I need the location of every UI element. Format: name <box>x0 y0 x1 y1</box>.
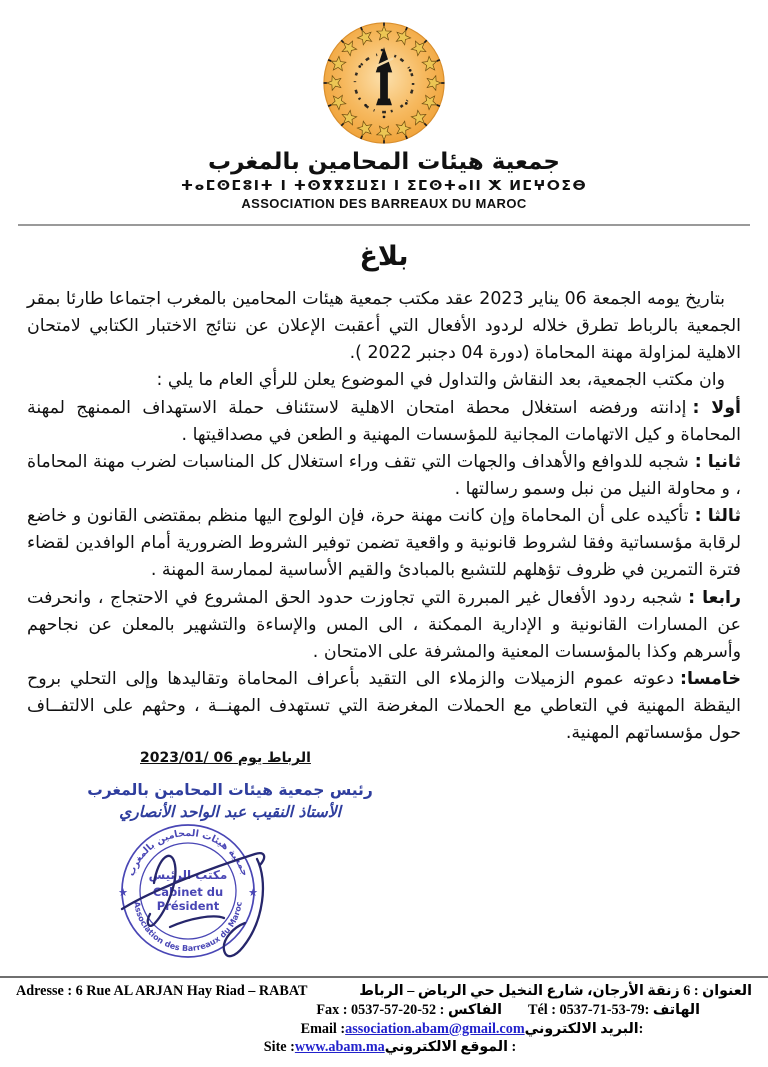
stamp-arc-top-text: جمعية هيئات المحامين بالمغرب <box>125 828 251 879</box>
stamp-arc-bottom-text: Association des Barreaux du Maroc <box>132 901 244 954</box>
signatory-name: الأستاذ النقيب عبد الواحد الأنصاري <box>119 803 341 822</box>
letterhead <box>0 0 768 211</box>
date-place: الرباط يوم <box>237 750 311 767</box>
email-label-arabic: :البريد الالكتروني <box>524 1020 644 1037</box>
site-link[interactable]: www.abam.ma <box>294 1039 385 1056</box>
header-divider <box>18 224 750 226</box>
email-label: Email : <box>300 1020 346 1037</box>
footer-address-row <box>16 982 752 1001</box>
address-arabic: العنوان : 6 زنقة الأرجان، شارع النخيل حي الرياض – الرباط <box>359 983 752 1000</box>
paragraph-fifth <box>27 666 741 747</box>
paragraph-text: شجبه للدوافع والأهداف والجهات التي تقف وراء استغلال كل المناسبات لضرب مهنة المحاماة ، و محاولة النيل من نبل وسمو رسالتها . <box>27 451 741 499</box>
paragraph-text: بتاريخ يومه الجمعة 06 يناير 2023 عقد مكتب جمعية هيئات المحامين بالمغرب اجتماعا طارئا بمقر الجمعية بالرباط تطرق خلاله لردود الأفعال التي أعقبت الإعلان عن نتائج الاختبار الكتابي لامتحان الاهلية لمزاولة مهنة المحاماة (دورة 04 دجنبر 2022 ). <box>27 289 741 364</box>
clause-lead: ثانيا : <box>694 451 741 472</box>
address-french: Adresse : 6 Rue AL ARJAN Hay Riad – RABAT <box>16 983 308 1000</box>
org-name-french: ASSOCIATION DES BARREAUX DU MAROC <box>241 196 527 211</box>
tel-entry: Tél : 0537-71-53-79: الهاتف <box>527 1001 700 1018</box>
communique-body <box>0 280 768 747</box>
clause-lead: ثالثا : <box>694 506 741 527</box>
org-name-tifinagh: ⵜⴰⵎⵙⵎⵓⵏⵜ ⵏ ⵜⵙⴳⴳⵉⵡⵉⵏ ⵏ ⵉⵎⵙⵜⴰⵏⵏ ⵅ ⵍⵎⵖⵔⵉⴱ <box>180 178 588 194</box>
date-line <box>140 750 311 766</box>
footer-phone-row <box>316 1001 700 1020</box>
paragraph-text: إدانته ورفضه استغلال محطة امتحان الاهلية لاستئناف حملة الاستهداف الممنهج لمهنة المحاماة و كيل الاتهامات المجانية للمؤسسات المهنية و الطعن في مصداقيتها . <box>27 397 741 445</box>
paragraph-fourth <box>27 585 741 666</box>
paragraph-text: وان مكتب الجمعية، بعد النقاش والتداول في الموضوع يعلن للرأي العام ما يلي : <box>156 370 725 391</box>
signatory-title: رئيس جمعية هيئات المحامين بالمغرب <box>87 781 373 800</box>
paragraph-first <box>27 395 741 449</box>
footer-email-row <box>301 1020 644 1039</box>
president-stamp <box>92 817 332 973</box>
paragraph-text: تأكيده على أن المحاماة وإن كانت مهنة حرة، فإن الولوج اليها منظم بمقتضى القانون و خاضع لرقابة مؤسساتية وفقا لشروط قانونية و واقعية تضمن توفير الشروط الضرورية أمام الوافدين لقضاء فترة التمرين في ظروف تؤهلهم للتشبع بالمبادئ والقيم الأساسية لممارسة المهنة . <box>27 506 741 581</box>
site-label: Site : <box>263 1039 295 1056</box>
signature-area <box>0 747 768 959</box>
paragraph-second <box>27 449 741 503</box>
letterhead-footer <box>0 976 768 1067</box>
footer-site-row <box>264 1038 517 1057</box>
clause-lead: رابعا : <box>688 587 741 608</box>
paragraph-third <box>27 503 741 584</box>
paragraph-text: دعوته عموم الزميلات والزملاء الى التقيد بأعراف المحاماة وتقاليدها وإلى التحلي بروح اليقظة المهنية في التعاطي مع الحملات المغرضة التي تستهدف المهنــة ، وحثهم على الالتفــاف حول مؤسساتهم المهنية. <box>27 668 741 744</box>
fax-entry: Fax : 0537-57-20-52 : الفاكس <box>316 1001 502 1018</box>
stamp-center-fr1: Cabinet du <box>152 885 224 900</box>
paragraph-preamble <box>27 367 741 394</box>
email-link[interactable]: association.abam@gmail.com <box>345 1020 525 1037</box>
org-name-arabic: جمعية هيئات المحامين بالمغرب <box>207 149 561 175</box>
clause-lead: خامسا: <box>679 668 741 689</box>
stamp-center-fr2: Président <box>156 899 220 914</box>
stamp-center-arabic: مكتب الرئيس <box>148 868 228 883</box>
abam-logo <box>321 20 447 146</box>
communique-title: بلاغ <box>359 241 409 272</box>
paragraph-text: شجبه ردود الأفعال غير المبررة التي تجاوزت حدود الحق المشروع في الاحتجاج ، وانحرفت عن المسارات القانونية و الإدارية الممكنة ، الى المس والإساءة والتشهير بالمعلن عن نجاحهم وأسرهم وكذا بالمؤسسات المعنية والمشرفة على الامتحان . <box>27 587 741 662</box>
paragraph-intro <box>27 286 741 367</box>
clause-lead: أولا : <box>692 397 742 418</box>
date-value: 2023/01/ 06 <box>140 750 234 767</box>
site-label-arabic: : الموقع الالكتروني <box>384 1039 517 1056</box>
stamp-star-left: ★ <box>118 886 128 900</box>
stamp-star-right: ★ <box>248 886 258 900</box>
